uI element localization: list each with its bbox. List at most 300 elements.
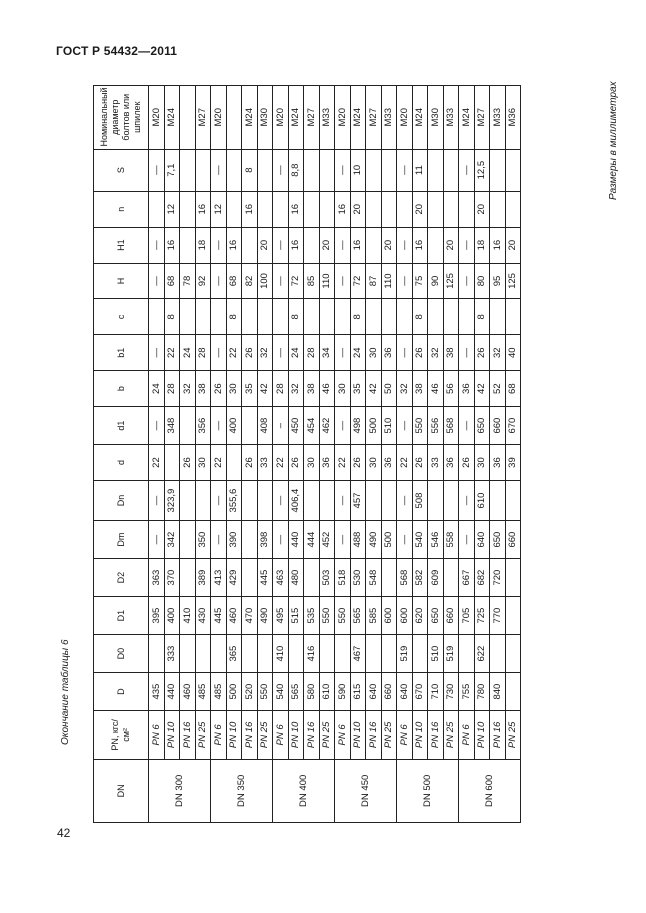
table-cell: 585 [366, 597, 382, 635]
table-cell: M30 [257, 86, 273, 150]
table-cell: 36 [381, 335, 397, 371]
table-cell: M33 [443, 86, 459, 150]
table-cell: 600 [381, 597, 397, 635]
table-cell [459, 299, 475, 335]
table-cell [397, 191, 413, 227]
table-row [350, 86, 366, 823]
table-cell: 622 [474, 635, 490, 673]
table-cell: 35 [350, 371, 366, 407]
table-cell [505, 597, 521, 635]
table-cell: 28 [195, 335, 211, 371]
pressure-cell: PN 6 [149, 711, 165, 760]
table-cell [412, 635, 428, 673]
table-row [304, 86, 320, 823]
pressure-cell: PN 16 [180, 711, 196, 760]
table-cell: 660 [490, 407, 506, 445]
table-cell: — [335, 480, 351, 520]
table-cell [242, 299, 258, 335]
table-cell [505, 299, 521, 335]
table-cell: 28 [164, 371, 180, 407]
table-cell: 46 [319, 371, 335, 407]
pressure-cell: PN 25 [505, 711, 521, 760]
table-cell: 92 [195, 263, 211, 299]
table-cell: M24 [164, 86, 180, 150]
table-cell [428, 191, 444, 227]
table-cell: 32 [490, 335, 506, 371]
table-cell: M27 [366, 86, 382, 150]
table-cell [505, 149, 521, 191]
table-container [93, 85, 521, 823]
column-header: Dn [94, 480, 149, 520]
table-row [149, 86, 165, 823]
table-cell: 440 [164, 673, 180, 711]
table-cell: — [397, 335, 413, 371]
table-cell: 440 [288, 521, 304, 559]
table-cell [304, 191, 320, 227]
table-cell [366, 191, 382, 227]
table-cell [180, 86, 196, 150]
table-cell: — [273, 263, 289, 299]
table-row [288, 86, 304, 823]
page-number: 42 [57, 826, 71, 840]
table-cell: 68 [226, 263, 242, 299]
table-cell: 510 [428, 635, 444, 673]
table-cell [490, 191, 506, 227]
table-cell: 556 [428, 407, 444, 445]
table-cell: 550 [257, 673, 273, 711]
table-cell: — [211, 227, 227, 263]
pressure-cell: PN 10 [412, 711, 428, 760]
table-cell: — [273, 480, 289, 520]
table-cell: M30 [428, 86, 444, 150]
table-cell: — [149, 407, 165, 445]
column-header: D1 [94, 597, 149, 635]
table-body [149, 86, 521, 823]
table-row [459, 86, 475, 823]
table-cell: 26 [242, 335, 258, 371]
column-header: d1 [94, 407, 149, 445]
table-cell: 457 [350, 480, 366, 520]
table-cell: 540 [273, 673, 289, 711]
table-cell: 35 [242, 371, 258, 407]
table-cell: 18 [195, 227, 211, 263]
table-cell [180, 480, 196, 520]
table-row [164, 86, 180, 823]
table-cell: — [397, 480, 413, 520]
table-cell: 26 [474, 335, 490, 371]
table-cell: 550 [412, 407, 428, 445]
table-cell [319, 480, 335, 520]
table-cell: 518 [335, 559, 351, 597]
table-row [335, 86, 351, 823]
table-cell: M24 [242, 86, 258, 150]
table-cell: – [273, 407, 289, 445]
table-cell: M27 [474, 86, 490, 150]
table-cell: 20 [319, 227, 335, 263]
table-cell: 550 [335, 597, 351, 635]
table-cell: 16 [335, 191, 351, 227]
table-cell: 485 [211, 673, 227, 711]
pressure-cell: PN 10 [350, 711, 366, 760]
table-cell [242, 227, 258, 263]
table-cell: 470 [242, 597, 258, 635]
table-cell: 50 [381, 371, 397, 407]
table-cell: 10 [350, 149, 366, 191]
pressure-cell: PN 10 [226, 711, 242, 760]
table-cell [490, 480, 506, 520]
table-cell [226, 86, 242, 150]
table-cell [428, 227, 444, 263]
table-cell: M33 [490, 86, 506, 150]
table-cell [242, 521, 258, 559]
table-cell: 445 [211, 597, 227, 635]
table-cell: — [273, 335, 289, 371]
table-cell: 400 [226, 407, 242, 445]
table-cell: 416 [304, 635, 320, 673]
table-cell: 582 [412, 559, 428, 597]
pressure-cell: PN 6 [273, 711, 289, 760]
table-cell: 20 [381, 227, 397, 263]
table-cell: 600 [397, 597, 413, 635]
table-cell [242, 480, 258, 520]
table-cell: 640 [366, 673, 382, 711]
pressure-cell: PN 10 [164, 711, 180, 760]
table-cell [335, 635, 351, 673]
table-cell: 490 [366, 521, 382, 559]
table-cell [180, 635, 196, 673]
table-cell: 22 [164, 335, 180, 371]
table-cell: 450 [288, 407, 304, 445]
table-cell: 620 [412, 597, 428, 635]
table-cell: M20 [397, 86, 413, 150]
table-cell: 485 [195, 673, 211, 711]
table-cell: 20 [474, 191, 490, 227]
pressure-cell: PN 16 [242, 711, 258, 760]
column-header: H [94, 263, 149, 299]
pressure-cell: PN 10 [474, 711, 490, 760]
table-row [257, 86, 273, 823]
table-cell: 46 [428, 371, 444, 407]
table-cell: 495 [273, 597, 289, 635]
table-cell: 26 [412, 335, 428, 371]
table-cell: 56 [443, 371, 459, 407]
column-header: Номинальный диаметр болтов или шпилек [94, 86, 149, 150]
table-cell: 500 [366, 407, 382, 445]
table-cell: 558 [443, 521, 459, 559]
table-cell: 355,6 [226, 480, 242, 520]
table-cell: 503 [319, 559, 335, 597]
table-cell [366, 480, 382, 520]
table-cell: — [335, 263, 351, 299]
table-cell: 780 [474, 673, 490, 711]
table-cell: 365 [226, 635, 242, 673]
table-cell: M33 [381, 86, 397, 150]
table-cell: — [459, 227, 475, 263]
table-cell: 682 [474, 559, 490, 597]
table-cell: 22 [211, 445, 227, 481]
table-cell: 460 [180, 673, 196, 711]
table-cell [319, 191, 335, 227]
table-cell [257, 191, 273, 227]
table-cell: — [459, 149, 475, 191]
table-cell: M24 [412, 86, 428, 150]
table-cell [211, 299, 227, 335]
table-cell: 333 [164, 635, 180, 673]
table-cell: — [149, 263, 165, 299]
pressure-cell: PN 25 [443, 711, 459, 760]
table-cell: 22 [226, 335, 242, 371]
table-cell: 462 [319, 407, 335, 445]
table-cell: 24 [288, 335, 304, 371]
table-row [195, 86, 211, 823]
table-cell: 650 [428, 597, 444, 635]
table-cell [319, 299, 335, 335]
table-cell: 20 [443, 227, 459, 263]
table-cell: 429 [226, 559, 242, 597]
pressure-cell: PN 25 [257, 711, 273, 760]
table-cell: 546 [428, 521, 444, 559]
column-header: D [94, 673, 149, 711]
nominal-diameter-cell: DN 600 [459, 759, 521, 822]
table-cell: 42 [366, 371, 382, 407]
nominal-diameter-cell: DN 350 [211, 759, 273, 822]
table-cell: 38 [304, 371, 320, 407]
table-cell: 498 [350, 407, 366, 445]
table-row [211, 86, 227, 823]
table-cell: 8 [226, 299, 242, 335]
table-cell: 72 [350, 263, 366, 299]
pressure-cell: PN 16 [304, 711, 320, 760]
table-cell [505, 673, 521, 711]
table-cell: — [211, 149, 227, 191]
table-cell: 16 [288, 191, 304, 227]
table-cell [242, 635, 258, 673]
table-row [474, 86, 490, 823]
table-cell: 410 [180, 597, 196, 635]
table-cell: 500 [226, 673, 242, 711]
table-cell: — [397, 407, 413, 445]
table-cell: 87 [366, 263, 382, 299]
table-cell: 75 [412, 263, 428, 299]
table-cell: 36 [443, 445, 459, 481]
table-cell: 452 [319, 521, 335, 559]
table-cell [304, 559, 320, 597]
table-cell: 530 [350, 559, 366, 597]
table-cell [366, 227, 382, 263]
table-cell [397, 299, 413, 335]
table-cell [226, 191, 242, 227]
table-cell: 16 [164, 227, 180, 263]
table-cell: 32 [397, 371, 413, 407]
table-cell: 28 [273, 371, 289, 407]
table-cell [180, 521, 196, 559]
table-cell: — [149, 480, 165, 520]
table-cell: 36 [490, 445, 506, 481]
table-cell: 398 [257, 521, 273, 559]
table-cell [273, 299, 289, 335]
table-cell [381, 559, 397, 597]
pressure-cell: PN 10 [288, 711, 304, 760]
table-cell: 26 [242, 445, 258, 481]
flange-dimensions-table [93, 85, 521, 823]
table-cell: 720 [490, 559, 506, 597]
table-cell: 730 [443, 673, 459, 711]
table-cell: 24 [149, 371, 165, 407]
table-cell: 770 [490, 597, 506, 635]
table-cell: — [273, 149, 289, 191]
table-cell: 16 [242, 191, 258, 227]
table-cell: 22 [149, 445, 165, 481]
table-cell: 30 [474, 445, 490, 481]
table-cell [288, 635, 304, 673]
pressure-cell: PN 16 [366, 711, 382, 760]
table-cell: 30 [335, 371, 351, 407]
table-cell: M27 [304, 86, 320, 150]
table-cell: 26 [211, 371, 227, 407]
table-cell [366, 149, 382, 191]
table-header-row [94, 86, 149, 823]
table-cell: 20 [350, 191, 366, 227]
table-cell: — [397, 263, 413, 299]
table-cell: 519 [397, 635, 413, 673]
table-cell: 445 [257, 559, 273, 597]
table-cell [505, 191, 521, 227]
table-cell: — [335, 335, 351, 371]
table-continuation-caption: Окончание таблицы 6 [60, 639, 71, 745]
table-cell: 26 [459, 445, 475, 481]
column-header: n [94, 191, 149, 227]
table-cell: 16 [288, 227, 304, 263]
table-cell: 100 [257, 263, 273, 299]
table-cell: 615 [350, 673, 366, 711]
table-cell: — [211, 480, 227, 520]
table-cell: — [149, 335, 165, 371]
table-cell [257, 299, 273, 335]
table-cell: 413 [211, 559, 227, 597]
table-cell [490, 635, 506, 673]
table-cell: 30 [366, 445, 382, 481]
table-cell: 40 [505, 335, 521, 371]
table-cell: — [211, 521, 227, 559]
table-cell [459, 635, 475, 673]
table-cell: 34 [319, 335, 335, 371]
table-cell: 32 [428, 335, 444, 371]
column-header: DN [94, 759, 149, 822]
table-cell: 36 [319, 445, 335, 481]
table-cell: 20 [505, 227, 521, 263]
table-cell [505, 480, 521, 520]
table-cell: 33 [257, 445, 273, 481]
units-caption: Размеры в миллиметрах [608, 81, 619, 200]
table-cell: 348 [164, 407, 180, 445]
table-cell: 550 [319, 597, 335, 635]
pressure-cell: PN 25 [381, 711, 397, 760]
column-header: d [94, 445, 149, 481]
table-cell: 30 [226, 371, 242, 407]
table-cell: 39 [505, 445, 521, 481]
table-cell: 660 [381, 673, 397, 711]
table-cell [304, 299, 320, 335]
table-cell: 16 [350, 227, 366, 263]
nominal-diameter-cell: DN 450 [335, 759, 397, 822]
table-cell: 12 [211, 191, 227, 227]
table-cell: 125 [505, 263, 521, 299]
pressure-cell: PN 6 [211, 711, 227, 760]
table-row [443, 86, 459, 823]
table-cell: 840 [490, 673, 506, 711]
table-cell [428, 299, 444, 335]
table-cell: — [335, 521, 351, 559]
table-cell: 490 [257, 597, 273, 635]
table-cell [195, 299, 211, 335]
table-cell: 90 [428, 263, 444, 299]
table-cell [195, 149, 211, 191]
table-cell: 42 [257, 371, 273, 407]
table-cell: — [397, 149, 413, 191]
table-cell: 500 [381, 521, 397, 559]
table-cell: 110 [319, 263, 335, 299]
table-cell: 33 [428, 445, 444, 481]
column-header: D0 [94, 635, 149, 673]
table-cell [304, 149, 320, 191]
table-cell [490, 149, 506, 191]
table-cell: — [335, 149, 351, 191]
table-cell: 26 [412, 445, 428, 481]
table-cell [257, 635, 273, 673]
table-cell [490, 299, 506, 335]
table-cell [319, 149, 335, 191]
table-row [242, 86, 258, 823]
table-cell: 406,4 [288, 480, 304, 520]
table-cell: — [273, 227, 289, 263]
table-cell: 323,9 [164, 480, 180, 520]
table-cell: 548 [366, 559, 382, 597]
table-cell [505, 635, 521, 673]
table-cell: 11 [412, 149, 428, 191]
table-cell: 12 [164, 191, 180, 227]
table-cell: 38 [412, 371, 428, 407]
table-cell: 710 [428, 673, 444, 711]
table-cell: 38 [195, 371, 211, 407]
table-cell: 42 [474, 371, 490, 407]
table-cell [428, 149, 444, 191]
nominal-diameter-cell: DN 500 [397, 759, 459, 822]
table-cell: 660 [505, 521, 521, 559]
table-cell [443, 480, 459, 520]
table-cell: 22 [273, 445, 289, 481]
table-cell: 28 [304, 335, 320, 371]
table-cell: 725 [474, 597, 490, 635]
table-cell: 568 [397, 559, 413, 597]
table-cell [319, 635, 335, 673]
table-cell: M33 [319, 86, 335, 150]
table-cell: 68 [505, 371, 521, 407]
table-cell [180, 299, 196, 335]
table-row [505, 86, 521, 823]
table-cell: 540 [412, 521, 428, 559]
table-cell [242, 407, 258, 445]
table-cell: 454 [304, 407, 320, 445]
table-cell: 356 [195, 407, 211, 445]
table-cell: 30 [195, 445, 211, 481]
table-cell: 32 [180, 371, 196, 407]
pressure-cell: PN 6 [459, 711, 475, 760]
table-cell: 342 [164, 521, 180, 559]
column-header: b1 [94, 335, 149, 371]
table-cell: 640 [474, 521, 490, 559]
table-cell: 590 [335, 673, 351, 711]
table-cell: — [459, 521, 475, 559]
